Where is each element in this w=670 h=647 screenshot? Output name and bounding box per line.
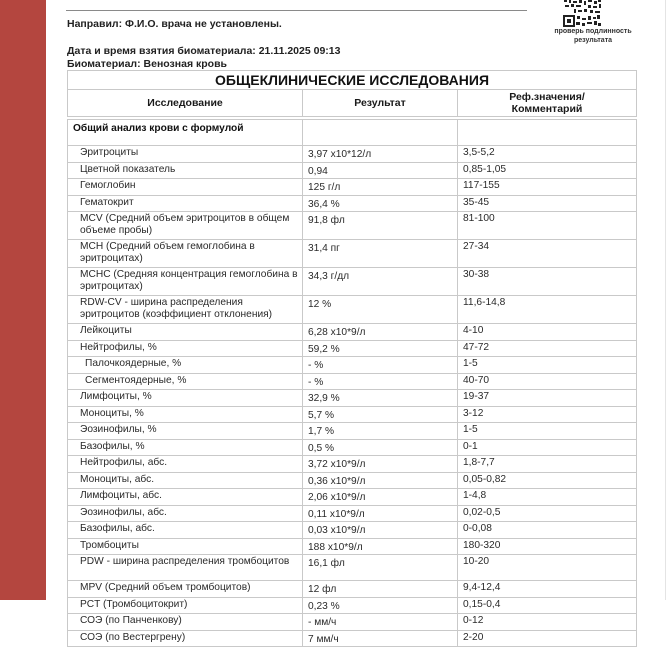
table-row	[68, 581, 637, 598]
result-value: 188 х10*9/л	[303, 538, 458, 555]
reference-value: 180-320	[458, 538, 637, 555]
qr-caption	[548, 27, 638, 45]
reference-value: 1,8-7,7	[458, 456, 637, 473]
section-row	[68, 120, 637, 146]
test-name: PCT (Тромбоцитокрит)	[68, 597, 303, 614]
table-row	[68, 538, 637, 555]
table-row	[68, 162, 637, 179]
result-value: - %	[303, 373, 458, 390]
reference-value: 47-72	[458, 340, 637, 357]
test-name: Палочкоядерные, %	[68, 357, 303, 374]
table-row	[68, 456, 637, 473]
column-header-reference-line2: Комментарий	[511, 103, 583, 115]
result-value: 5,7 %	[303, 406, 458, 423]
side-bar	[0, 0, 46, 600]
test-name: Моноциты, %	[68, 406, 303, 423]
result-value: 0,5 %	[303, 439, 458, 456]
table-row	[68, 472, 637, 489]
test-name: Базофилы, абс.	[68, 522, 303, 539]
table-row	[68, 324, 637, 341]
table-row	[68, 195, 637, 212]
qr-caption-line2: результата	[573, 37, 613, 44]
result-value: - %	[303, 357, 458, 374]
result-value: 12 %	[303, 296, 458, 324]
test-name: СОЭ (по Панченкову)	[68, 614, 303, 631]
reference-value: 35-45	[458, 195, 637, 212]
test-name: RDW-CV - ширина распределения эритроцитов (коэффициент отклонения)	[68, 296, 303, 324]
referrer-line: Направил: Ф.И.О. врача не установлены.	[67, 18, 282, 30]
table-row	[68, 212, 637, 240]
table-row	[68, 240, 637, 268]
table-row	[68, 489, 637, 506]
test-name: СОЭ (по Вестергрену)	[68, 630, 303, 647]
reference-value: 0,05-0,82	[458, 472, 637, 489]
results-table	[67, 119, 637, 647]
test-name: Лимфоциты, абс.	[68, 489, 303, 506]
result-value: 7 мм/ч	[303, 630, 458, 647]
column-header-test: Исследование	[68, 90, 303, 117]
result-value: 0,03 х10*9/л	[303, 522, 458, 539]
result-value: 0,11 х10*9/л	[303, 505, 458, 522]
result-value: 3,97 х10*12/л	[303, 146, 458, 163]
result-value: 16,1 фл	[303, 555, 458, 581]
sample-datetime-line: Дата и время взятия биоматериала: 21.11.2025 09:13	[67, 45, 341, 57]
reference-value: 4-10	[458, 324, 637, 341]
test-name: Базофилы, %	[68, 439, 303, 456]
result-value: 34,3 г/дл	[303, 268, 458, 296]
result-value: - мм/ч	[303, 614, 458, 631]
table-row	[68, 423, 637, 440]
reference-value: 9,4-12,4	[458, 581, 637, 598]
test-name: MCH (Средний объем гемоглобина в эритроцитах)	[68, 240, 303, 268]
biomaterial-line: Биоматериал: Венозная кровь	[67, 58, 227, 70]
table-row	[68, 340, 637, 357]
result-value: 125 г/л	[303, 179, 458, 196]
reference-value: 0-12	[458, 614, 637, 631]
table-row	[68, 390, 637, 407]
reference-value: 1-5	[458, 423, 637, 440]
test-name: Гематокрит	[68, 195, 303, 212]
reference-value: 117-155	[458, 179, 637, 196]
reference-value: 27-34	[458, 240, 637, 268]
test-name: Эозинофилы, %	[68, 423, 303, 440]
reference-value: 0,02-0,5	[458, 505, 637, 522]
result-value: 1,7 %	[303, 423, 458, 440]
reference-value: 3,5-5,2	[458, 146, 637, 163]
section-title: Общий анализ крови с формулой	[68, 120, 303, 146]
table-row	[68, 505, 637, 522]
test-name: Нейтрофилы, абс.	[68, 456, 303, 473]
result-value: 91,8 фл	[303, 212, 458, 240]
test-name: Тромбоциты	[68, 538, 303, 555]
table-row	[68, 614, 637, 631]
table-row	[68, 597, 637, 614]
table-row	[68, 406, 637, 423]
qr-caption-line1: проверь подлинность	[554, 28, 632, 35]
reference-value: 11,6-14,8	[458, 296, 637, 324]
test-name: Лимфоциты, %	[68, 390, 303, 407]
result-value: 0,94	[303, 162, 458, 179]
page-edge-line	[665, 0, 666, 600]
reference-value: 3-12	[458, 406, 637, 423]
test-name: Гемоглобин	[68, 179, 303, 196]
reference-value: 0,85-1,05	[458, 162, 637, 179]
test-name: Эозинофилы, абс.	[68, 505, 303, 522]
table-row	[68, 146, 637, 163]
test-name: MCV (Средний объем эритроцитов в общем объеме пробы)	[68, 212, 303, 240]
reference-value: 1-4,8	[458, 489, 637, 506]
test-name: MPV (Средний объем тромбоцитов)	[68, 581, 303, 598]
reference-value: 0-1	[458, 439, 637, 456]
table-row	[68, 630, 637, 647]
test-name: Эритроциты	[68, 146, 303, 163]
result-value: 31,4 пг	[303, 240, 458, 268]
table-row	[68, 296, 637, 324]
result-value: 3,72 х10*9/л	[303, 456, 458, 473]
table-row	[68, 179, 637, 196]
result-value: 0,36 х10*9/л	[303, 472, 458, 489]
test-name: Моноциты, абс.	[68, 472, 303, 489]
test-name: Лейкоциты	[68, 324, 303, 341]
result-value: 2,06 х10*9/л	[303, 489, 458, 506]
result-value: 6,28 х10*9/л	[303, 324, 458, 341]
column-header-reference	[458, 90, 637, 117]
header-rule	[66, 10, 527, 11]
result-value: 12 фл	[303, 581, 458, 598]
result-value: 36,4 %	[303, 195, 458, 212]
reference-value: 30-38	[458, 268, 637, 296]
qr-code-icon	[562, 0, 602, 28]
table-row	[68, 268, 637, 296]
table-row	[68, 439, 637, 456]
test-name: Нейтрофилы, %	[68, 340, 303, 357]
result-value: 0,23 %	[303, 597, 458, 614]
reference-value: 2-20	[458, 630, 637, 647]
reference-value: 81-100	[458, 212, 637, 240]
result-value: 32,9 %	[303, 390, 458, 407]
result-value: 59,2 %	[303, 340, 458, 357]
table-row	[68, 555, 637, 581]
table-row	[68, 522, 637, 539]
table-row	[68, 373, 637, 390]
table-row	[68, 357, 637, 374]
column-header-result: Результат	[303, 90, 458, 117]
report-header-table	[67, 70, 637, 117]
column-header-reference-line1: Реф.значения/	[509, 91, 585, 103]
test-name: MCHC (Средняя концентрация гемоглобина в эритроцитах)	[68, 268, 303, 296]
reference-value: 40-70	[458, 373, 637, 390]
reference-value: 10-20	[458, 555, 637, 581]
reference-value: 0-0,08	[458, 522, 637, 539]
reference-value: 0,15-0,4	[458, 597, 637, 614]
test-name: PDW - ширина распределения тромбоцитов	[68, 555, 303, 581]
report-title: ОБЩЕКЛИНИЧЕСКИЕ ИССЛЕДОВАНИЯ	[68, 71, 637, 90]
reference-value: 1-5	[458, 357, 637, 374]
reference-value: 19-37	[458, 390, 637, 407]
test-name: Сегментоядерные, %	[68, 373, 303, 390]
test-name: Цветной показатель	[68, 162, 303, 179]
